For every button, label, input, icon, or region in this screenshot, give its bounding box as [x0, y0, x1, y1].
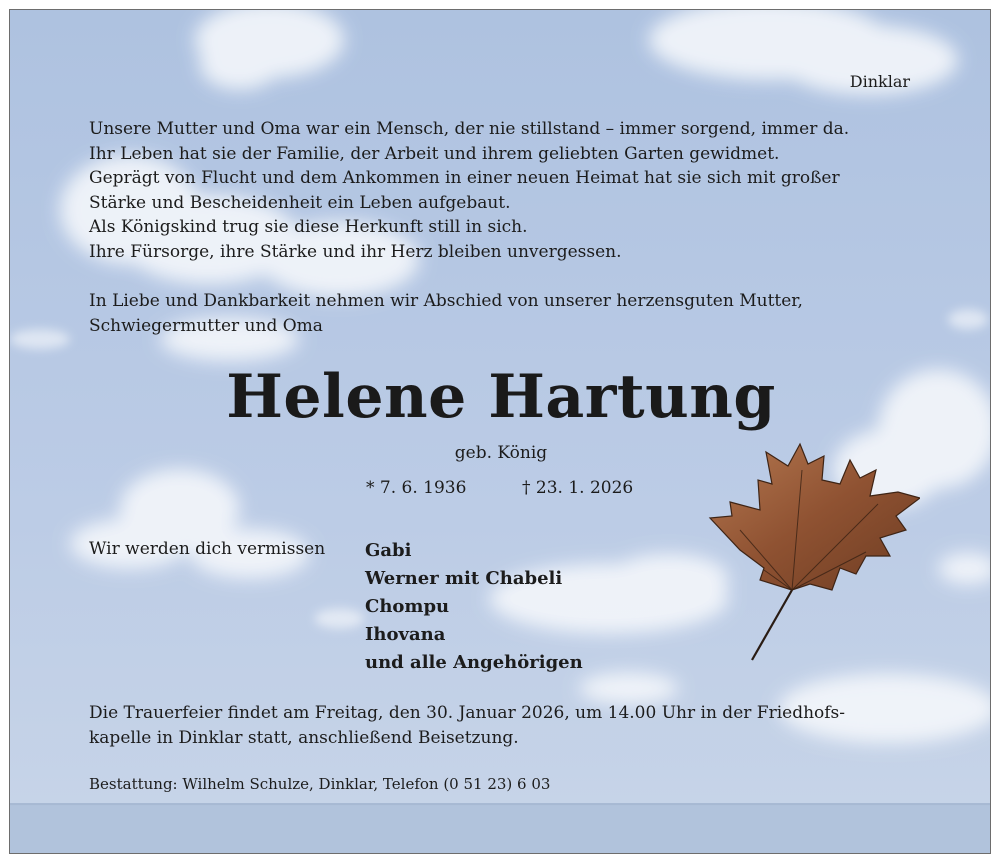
- intro-line: Ihre Fürsorge, ihre Stärke und ihr Herz bleiben unvergessen.: [89, 241, 622, 262]
- miss-text: Wir werden dich vermissen: [89, 539, 326, 559]
- birth-name: geb. König: [454, 443, 548, 463]
- birth-date: * 7. 6. 1936: [366, 478, 467, 498]
- mourner-name: Werner mit Chabeli: [365, 568, 563, 589]
- intro-paragraph: [89, 117, 849, 264]
- farewell-paragraph: [89, 289, 803, 338]
- farewell-line: In Liebe und Dankbarkeit nehmen wir Abschied von unserer herzensguten Mutter,: [89, 291, 803, 311]
- mourner-name: Gabi: [365, 540, 412, 561]
- service-paragraph: [89, 701, 845, 750]
- intro-line: Ihr Leben hat sie der Familie, der Arbeit und ihrem geliebten Garten gewidmet.: [89, 143, 780, 164]
- death-date: † 23. 1. 2026: [522, 478, 634, 498]
- obituary-notice: [9, 9, 991, 854]
- deceased-name: Helene Hartung: [226, 362, 776, 432]
- location: Dinklar: [849, 72, 910, 91]
- intro-line: Geprägt von Flucht und dem Ankommen in einer neuen Heimat hat sie sich mit großer: [89, 168, 840, 188]
- mourner-name: und alle Angehörigen: [365, 652, 583, 673]
- mourners-list: [365, 537, 583, 677]
- intro-line: Als Königskind trug sie diese Herkunft still in sich.: [89, 217, 528, 237]
- mourner-name: Ihovana: [365, 624, 446, 645]
- mourner-name: Chompu: [365, 596, 450, 617]
- farewell-line: Schwiegermutter und Oma: [89, 315, 323, 336]
- intro-line: Unsere Mutter und Oma war ein Mensch, der nie stillstand – immer sorgend, immer da.: [89, 119, 850, 139]
- intro-line: Stärke und Bescheidenheit ein Leben aufgebaut.: [89, 192, 511, 213]
- funeral-home-info: Bestattung: Wilhelm Schulze, Dinklar, Telefon (0 51 23) 6 03: [89, 775, 551, 793]
- service-line: Die Trauerfeier findet am Freitag, den 30. Januar 2026, um 14.00 Uhr in der Friedhofs-: [89, 703, 846, 723]
- service-line: kapelle in Dinklar statt, anschließend Beisetzung.: [89, 727, 519, 748]
